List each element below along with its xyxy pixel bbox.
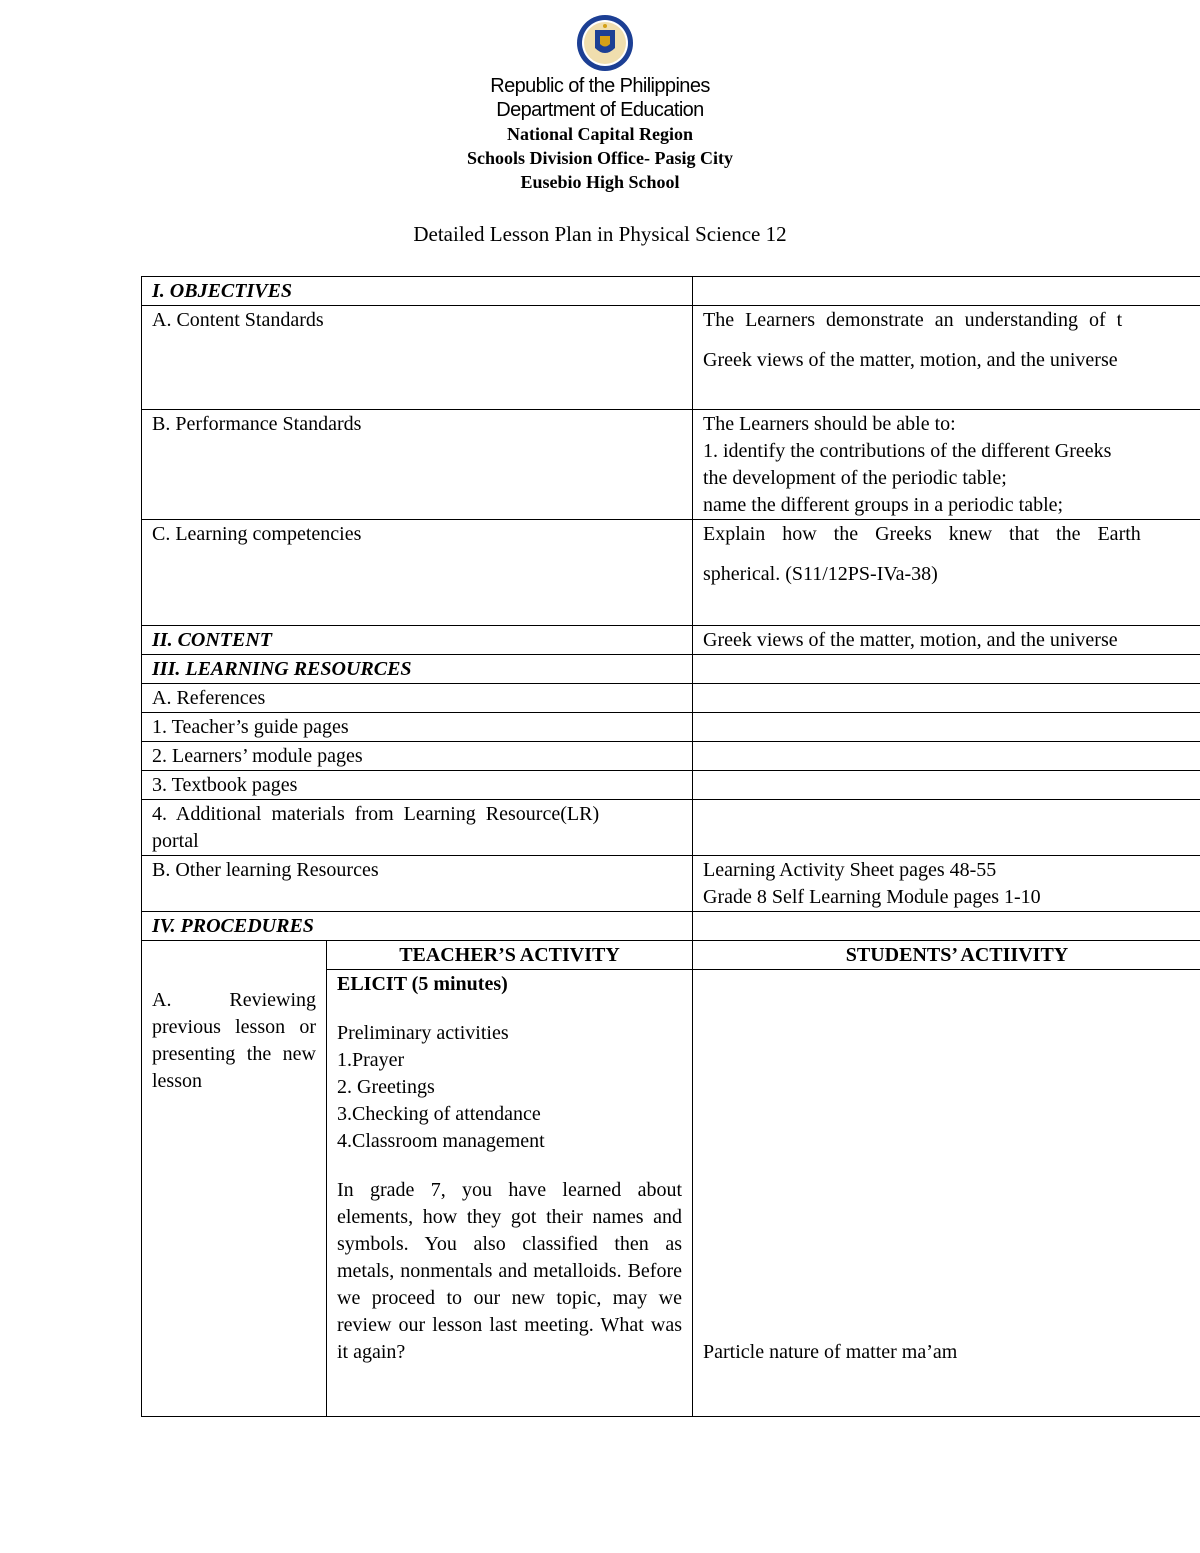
header-school: Eusebio High School [520,172,680,192]
student-answer: Particle nature of matter ma’am [703,1341,958,1363]
content-standards-value: The Learners demonstrate an understanding of t Greek views of the matter, motion, and the universe [693,306,1200,410]
header-block [0,74,1200,194]
header-department: Department of Education [496,99,704,121]
teacher-activity-header: TEACHER’S ACTIVITY [327,941,693,970]
teacher-paragraph: In grade 7, you have learned about elements, how they got their names and symbols. You also classified then as metals, nonmentals and metalloids. Before we proceed to our new topic, may we review our lesson last meeting. What was it again? [337,1179,682,1363]
students-activity-header: STUDENTS’ ACTIIVITY [693,941,1200,970]
content-heading: II. CONTENT [142,626,693,655]
procedures-heading: IV. PROCEDURES [142,912,693,941]
performance-standards-label: B. Performance Standards [142,410,693,520]
references-label: A. References [142,684,693,713]
teacher-activity-cell: ELICIT (5 minutes) Preliminary activities 1.Prayer 2. Greetings 3.Checking of attendance 4.Classroom management In grade 7, you have learned about elements, how they got their names and symbols. You also classified then as metals, nonmentals and metalloids. Before we proceed to our new topic, may we review our lesson last meeting. What was it again? [327,970,693,1417]
reviewing-cell: A. Reviewing previous lesson or presenting the new lesson [142,941,327,1417]
students-activity-cell [693,970,1200,1417]
content-value: Greek views of the matter, motion, and the universe [693,626,1200,655]
performance-standards-value: The Learners should be able to: 1. identify the contributions of the different Greeks the development of the periodic table; name the different groups in a periodic table; [693,410,1200,520]
header-republic: Republic of the Philippines [490,75,710,97]
textbook-label: 3. Textbook pages [142,771,693,800]
competencies-label: C. Learning competencies [142,520,693,626]
other-resources-label: B. Other learning Resources [142,856,693,912]
header-division: Schools Division Office- Pasig City [467,148,733,168]
deped-seal-icon [576,14,634,72]
teachers-guide-label: 1. Teacher’s guide pages [142,713,693,742]
learners-module-label: 2. Learners’ module pages [142,742,693,771]
lesson-plan-table [141,276,1200,1417]
document-title: Detailed Lesson Plan in Physical Science 12 [413,222,787,246]
resources-heading: III. LEARNING RESOURCES [142,655,693,684]
additional-materials-label: 4. Additional materials from Learning Resource(LR) portal [142,800,693,856]
content-standards-label: A. Content Standards [142,306,693,410]
other-resources-value: Learning Activity Sheet pages 48-55 Grade 8 Self Learning Module pages 1-10 [693,856,1200,912]
objectives-heading: I. OBJECTIVES [142,277,693,306]
header-region: National Capital Region [506,124,693,144]
competencies-value: Explain how the Greeks knew that the Earth spherical. (S11/12PS-IVa-38) [693,520,1200,626]
